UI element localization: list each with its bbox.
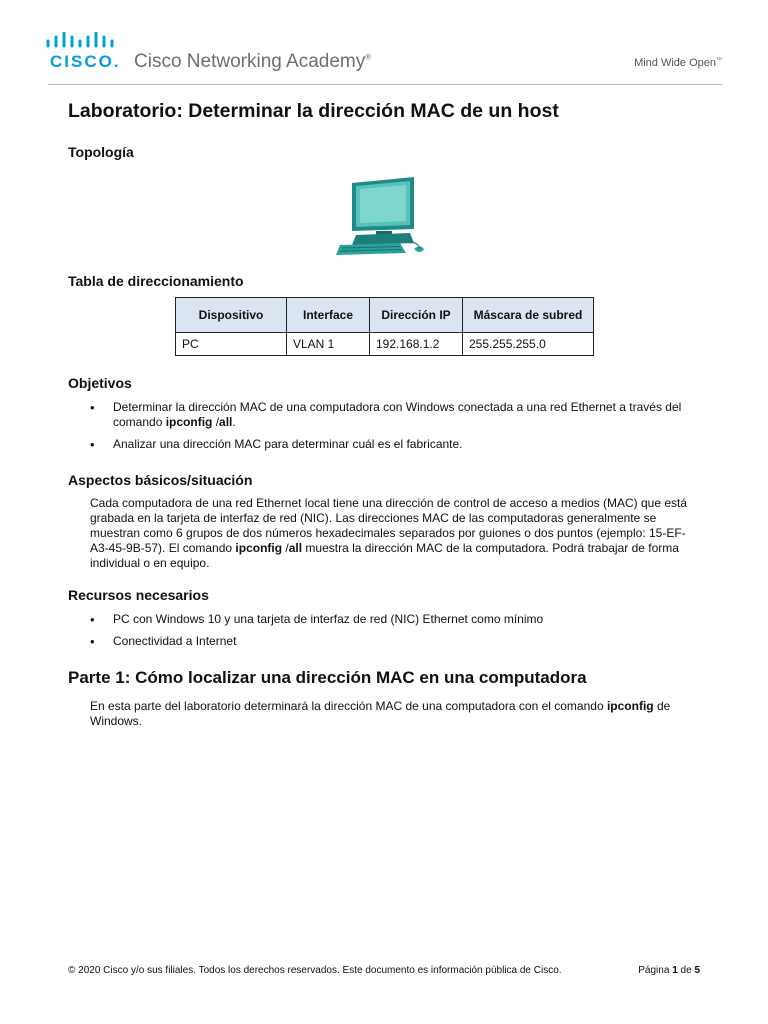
page-number: Página 1 de 5 xyxy=(638,965,700,976)
addressing-table-heading: Tabla de direccionamiento xyxy=(68,273,244,289)
list-item: • Analizar una dirección MAC para determinar cuál es el fabricante. xyxy=(90,437,700,452)
header xyxy=(0,0,768,90)
column-header: Máscara de subred xyxy=(463,298,594,333)
table-cell: 255.255.255.0 xyxy=(463,333,594,356)
pc-icon xyxy=(336,177,432,255)
addressing-table xyxy=(175,297,594,356)
background-heading: Aspectos básicos/situación xyxy=(68,472,253,488)
cisco-wordmark: CISCO. xyxy=(50,52,121,71)
list-item: • Determinar la dirección MAC de una computadora con Windows conectada a una red Ethernet a través del comando ipconfig /all. xyxy=(90,400,700,430)
part1-heading: Parte 1: Cómo localizar una dirección MAC en una computadora xyxy=(68,668,587,687)
table-cell: VLAN 1 xyxy=(287,333,370,356)
academy-name: Cisco Networking Academy® xyxy=(134,51,372,72)
footer-copyright: © 2020 Cisco y/o sus filiales. Todos los derechos reservados. Este documento es información pública de Cisco. xyxy=(68,965,562,976)
resources-heading: Recursos necesarios xyxy=(68,587,209,603)
table-row xyxy=(176,333,594,356)
background-paragraph: Cada computadora de una red Ethernet local tiene una dirección de control de acceso a medios (MAC) que está grabada en la tarjeta de interfaz de red (NIC). Las direcciones MAC de las computadoras generalmente se muestran como 6 grupos de dos números hexadecimales separados por guiones o dos puntos (ejemplo: 15-EF-A3-45-9B-57). El comando ipconfig /all muestra la dirección MAC de la computadora. Podrá trabajar de forma individual o en equipo. xyxy=(90,496,688,570)
tagline: Mind Wide Open™ xyxy=(634,57,722,69)
header-divider xyxy=(48,84,722,85)
topology-heading: Topología xyxy=(68,144,134,160)
cisco-logo-bars-icon xyxy=(46,32,114,50)
part1-paragraph: En esta parte del laboratorio determinará la dirección MAC de una computadora con el comando ipconfig de Windows. xyxy=(90,699,671,728)
page-title: Laboratorio: Determinar la dirección MAC de un host xyxy=(68,100,559,122)
column-header: Dirección IP xyxy=(370,298,463,333)
column-header: Dispositivo xyxy=(176,298,287,333)
resources-list xyxy=(90,612,700,656)
list-item: • PC con Windows 10 y una tarjeta de interfaz de red (NIC) Ethernet como mínimo xyxy=(90,612,700,627)
list-item: • Conectividad a Internet xyxy=(90,634,700,649)
table-header-row xyxy=(176,298,594,333)
table-cell: 192.168.1.2 xyxy=(370,333,463,356)
objectives-list xyxy=(90,400,700,459)
table-cell: PC xyxy=(176,333,287,356)
objectives-heading: Objetivos xyxy=(68,375,132,391)
column-header: Interface xyxy=(287,298,370,333)
